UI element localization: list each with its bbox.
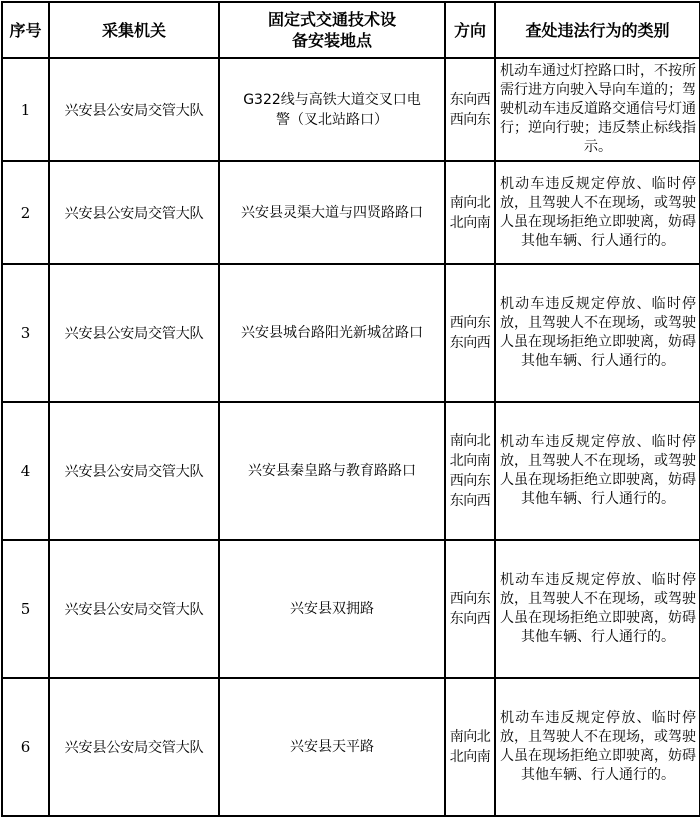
row-index: 5 (2, 540, 49, 678)
row-agency: 兴安县公安局交管大队 (49, 540, 219, 678)
row-violation: 机动车通过灯控路口时，不按所需行进方向驶入导向车道的；驾驶机动车违反道路交通信号灯通行；逆向行驶；违反禁止标线指示。 (495, 58, 700, 161)
header-direction: 方向 (445, 2, 495, 58)
header-violation: 查处违法行为的类别 (495, 2, 700, 58)
equipment-table (1, 1, 700, 817)
table-row (2, 678, 700, 816)
row-agency: 兴安县公安局交管大队 (49, 161, 219, 264)
row-violation: 机动车违反规定停放、临时停放，且驾驶人不在现场，或驾驶人虽在现场拒绝立即驶离，妨碍其他车辆、行人通行的。 (495, 402, 700, 540)
header-location-text: 固定式交通技术设备安装地点 (268, 10, 397, 50)
row-direction: 南向北北向南西向东东向西 (445, 402, 495, 540)
row-direction: 东向西西向东 (445, 58, 495, 161)
row-agency: 兴安县公安局交管大队 (49, 58, 219, 161)
table-header-row (2, 2, 700, 58)
row-direction: 南向北北向南 (445, 161, 495, 264)
header-location (219, 2, 445, 58)
row-index: 3 (2, 264, 49, 402)
row-violation: 机动车违反规定停放、临时停放，且驾驶人不在现场，或驾驶人虽在现场拒绝立即驶离，妨碍其他车辆、行人通行的。 (495, 264, 700, 402)
table-row (2, 161, 700, 264)
row-location-text: G322线与高铁大道交叉口电警（叉北站路口） (243, 91, 421, 128)
table-row (2, 58, 700, 161)
row-location: 兴安县双拥路 (219, 540, 445, 678)
header-agency: 采集机关 (49, 2, 219, 58)
table-row (2, 540, 700, 678)
table-row (2, 402, 700, 540)
row-location: 兴安县天平路 (219, 678, 445, 816)
row-index: 1 (2, 58, 49, 161)
row-violation: 机动车违反规定停放、临时停放，且驾驶人不在现场，或驾驶人虽在现场拒绝立即驶离，妨碍其他车辆、行人通行的。 (495, 540, 700, 678)
row-location: 兴安县城台路阳光新城岔路口 (219, 264, 445, 402)
row-direction: 西向东东向西 (445, 540, 495, 678)
row-location (219, 58, 445, 161)
row-agency: 兴安县公安局交管大队 (49, 402, 219, 540)
header-index: 序号 (2, 2, 49, 58)
row-direction: 南向北北向南 (445, 678, 495, 816)
row-index: 2 (2, 161, 49, 264)
row-violation: 机动车违反规定停放、临时停放，且驾驶人不在现场，或驾驶人虽在现场拒绝立即驶离，妨碍其他车辆、行人通行的。 (495, 678, 700, 816)
row-agency: 兴安县公安局交管大队 (49, 264, 219, 402)
row-violation: 机动车违反规定停放、临时停放，且驾驶人不在现场，或驾驶人虽在现场拒绝立即驶离，妨碍其他车辆、行人通行的。 (495, 161, 700, 264)
table-row (2, 264, 700, 402)
row-location: 兴安县灵渠大道与四贤路路口 (219, 161, 445, 264)
row-location: 兴安县秦皇路与教育路路口 (219, 402, 445, 540)
row-agency: 兴安县公安局交管大队 (49, 678, 219, 816)
row-index: 6 (2, 678, 49, 816)
row-direction: 西向东东向西 (445, 264, 495, 402)
row-index: 4 (2, 402, 49, 540)
